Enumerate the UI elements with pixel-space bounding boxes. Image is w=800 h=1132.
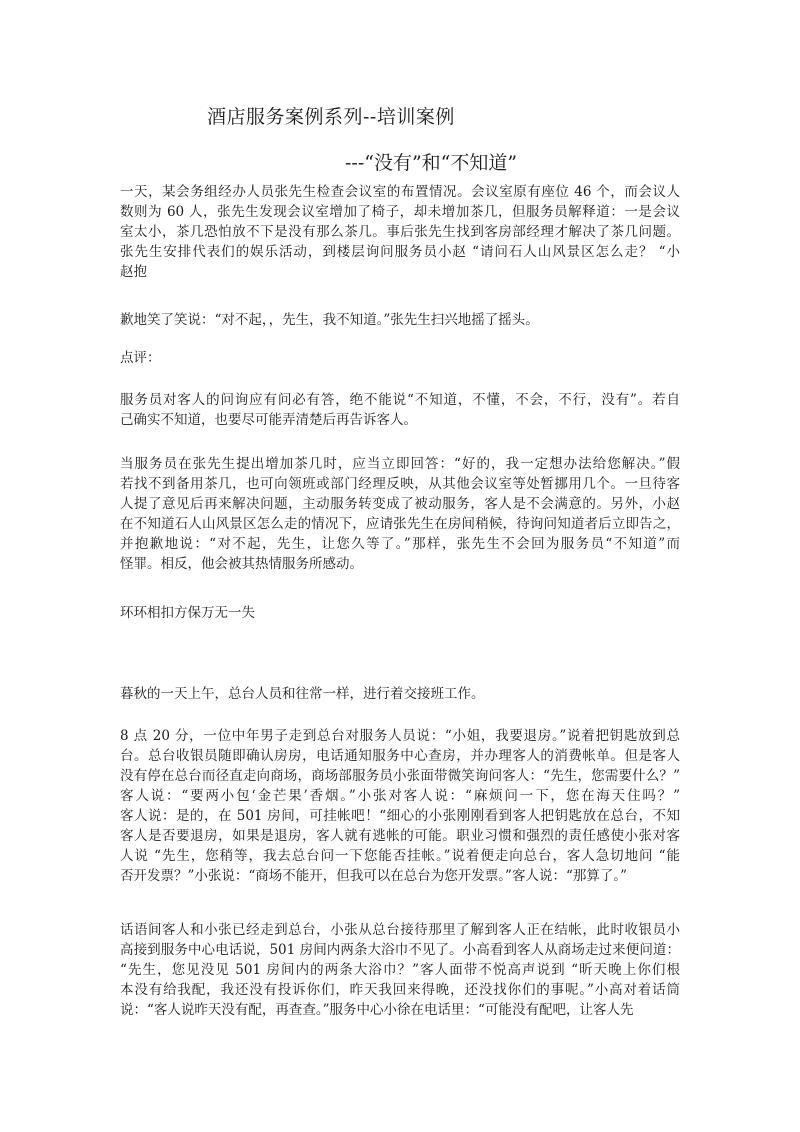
paragraph-7 <box>120 684 680 704</box>
text-line: 服务员对客人的问询应有问必有答，绝不能说“不知道，不懂，不会，不行，没有”。若自 <box>120 392 680 408</box>
text-line: 若找不到备用茶几，也可向领班或部门经理反映，从其他会议室等处暂挪用几个。一旦待客 <box>120 476 680 492</box>
paragraph-4 <box>120 390 680 430</box>
text-line: 怪罪。相反，他会被其热情服务所感动。 <box>120 556 363 572</box>
text-line: 室太小，茶几恐怕放不下是没有那么茶几。事后张先生找到客房部经理才解决了茶几问题。 <box>120 224 680 240</box>
text-line: 8 点 20 分，一位中年男子走到总台对服务人员说：“小姐，我要退房。”说着把钥匙放到总 <box>120 728 680 744</box>
text-line: 台。总台收银员随即确认房房，电话通知服务中心查房，并办理客人的消费帐单。但是客人 <box>120 748 680 764</box>
text-line: 否开发票？”小张说：“商场不能开，但我可以在总台为您开发票。”客人说：“那算了。” <box>120 868 628 884</box>
text-line: 当服务员在张先生提出增加茶几时，应当立即回答：“好的，我一定想办法给您解决。”假 <box>120 456 680 472</box>
text-line: 客人说：是的，在 501 房间，可挂帐吧！“细心的小张刚刚看到客人把钥匙放在总台，不知 <box>120 808 680 824</box>
section-heading: 环环相扣方保万无一失 <box>120 605 255 621</box>
text-line: 暮秋的一天上午，总台人员和往常一样，进行着交接班工作。 <box>120 686 485 702</box>
text-line: 高接到服务中心电话说，501 房间内两条大浴巾不见了。小高看到客人从商场走过来便问道： <box>120 942 680 958</box>
text-line: 没有停在总台而径直走向商场，商场部服务员小张面带微笑询问客人：“先生，您需要什么？” <box>120 768 680 784</box>
paragraph-2 <box>120 310 680 330</box>
paragraph-6 <box>120 603 680 623</box>
text-line: 人提了意见后再来解决问题，主动服务转变成了被动服务，客人是不会满意的。另外，小赵 <box>120 496 680 512</box>
text-line: 说：“客人说昨天没有配，再查查。”服务中心小徐在电话里：“可能没有配吧，让客人先 <box>120 1002 634 1018</box>
text-line: 己确实不知道，也要尽可能弄清楚后再告诉客人。 <box>120 412 417 428</box>
document-title: 酒店服务案例系列--培训案例 <box>207 106 455 128</box>
text-line: 本没有给我配，我还没有投诉你们，昨天我回来得晚，还没找你们的事呢。”小高对着话筒 <box>120 982 680 998</box>
paragraph-5 <box>120 454 680 574</box>
text-line: 一天，某会务组经办人员张先生检查会议室的布置情况。会议室原有座位 46 个，而会议人 <box>120 184 680 200</box>
text-line: 数则为 60 人，张先生发现会议室增加了椅子，却未增加茶几，但服务员解释道：一是会议 <box>120 204 680 220</box>
text-line: 赵抱 <box>120 264 147 280</box>
paragraph-9 <box>120 920 680 1020</box>
text-line: 并抱歉地说：“对不起，先生，让您久等了。”那样，张先生不会回为服务员“不知道”而 <box>120 536 680 552</box>
text-line: 话语间客人和小张已经走到总台，小张从总台接待那里了解到客人正在结帐，此时收银员小 <box>120 922 680 938</box>
document-subtitle: ---“没有”和“不知道” <box>345 152 518 174</box>
text-line: 在不知道石人山风景区怎么走的情况下，应请张先生在房间稍候，待询问知道者后立即告之， <box>120 516 680 532</box>
text-line: 客人说：“要两小包‘金芒果’香烟。”小张对客人说：“麻烦问一下，您在海天住吗？” <box>120 788 680 804</box>
text-line: 客人是否要退房，如果是退房，客人就有逃帐的可能。职业习惯和强烈的责任感使小张对客 <box>120 828 680 844</box>
text-line: “先生，您见没见 501 房间内的两条大浴巾？”客人面带不悦高声说到 “昕天晚上你们根 <box>120 962 680 978</box>
text-line: 歉地笑了笑说：“对不起，，先生，我不知道。”张先生扫兴地摇了摇头。 <box>120 312 539 328</box>
paragraph-1 <box>120 182 680 282</box>
paragraph-8 <box>120 726 680 886</box>
text-line: 人说 “先生，您稍等，我去总台问一下您能否挂帐。”说着便走向总台，客人急切地问 “能 <box>120 848 680 864</box>
section-heading: 点评： <box>120 350 161 366</box>
paragraph-3 <box>120 348 680 368</box>
text-line: 张先生安排代表们的娱乐活动，到楼层询问服务员小赵 “请问石人山风景区怎么走？ “小 <box>120 244 680 260</box>
